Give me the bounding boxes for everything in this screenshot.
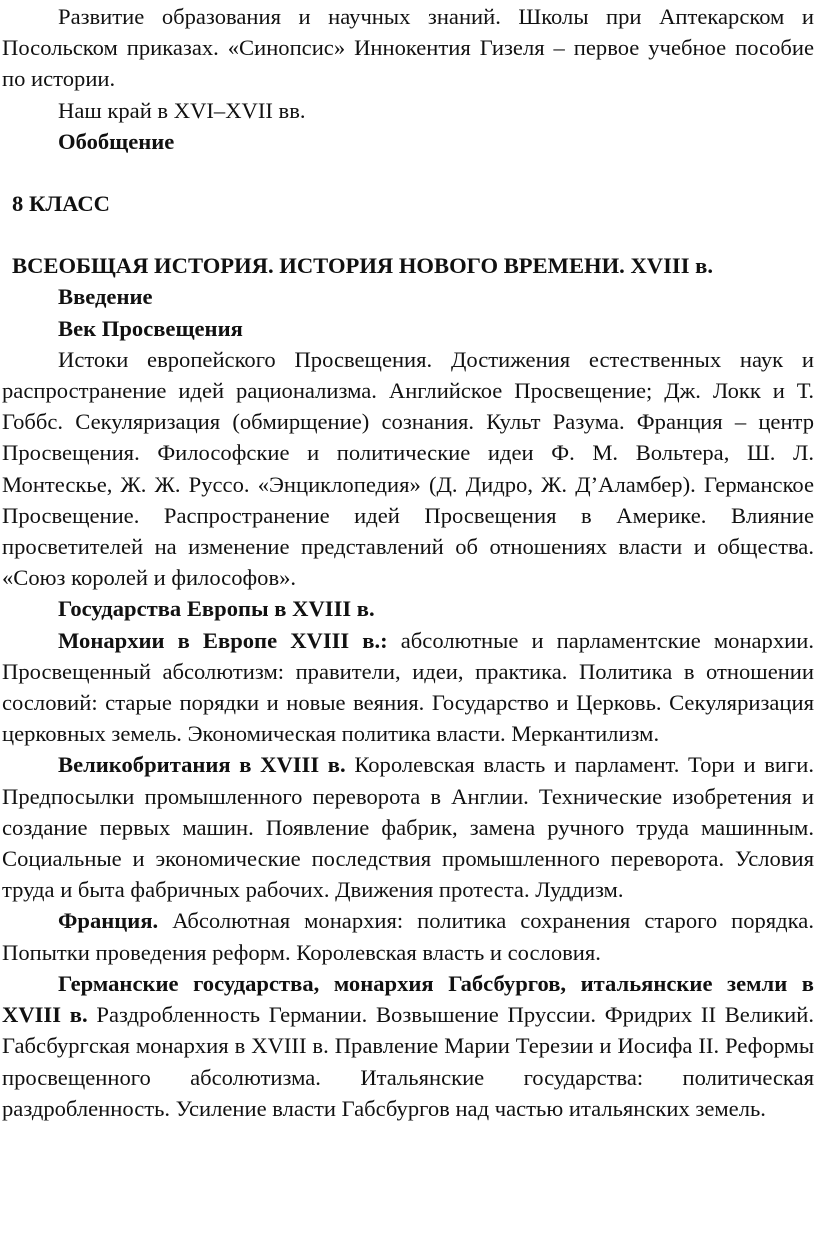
paragraph-our-region: Наш край в XVI–XVII вв. [58,97,306,123]
heading-introduction: Введение [58,284,153,310]
heading-age-of-enlightenment: Век Просвещения [58,315,243,341]
lead-great-britain: Великобритания в XVIII в. [58,752,346,778]
paragraph-german-states [2,968,814,1124]
text-great-britain: Королевская власть и парламент. Тори и виги. Предпосылки промышленного переворота в Англии. Технические изобретения и создание первых машин. Появление фабрик, замена ручного труда машинным. Социальные и экономические последствия промышленного переворота. Условия труда и быта фабричных рабочих. Движения протеста. Луддизм. [2,752,814,903]
heading-section-world-history: ВСЕОБЩАЯ ИСТОРИЯ. ИСТОРИЯ НОВОГО ВРЕМЕНИ. XVIII в. [12,253,713,279]
heading-european-states: Государства Европы в XVIII в. [58,596,375,622]
paragraph-monarchies [2,625,814,750]
text-german-states: Раздробленность Германии. Возвышение Пруссии. Фридрих II Великий. Габсбургская монархия в XVIII в. Правление Марии Терезии и Иосифа II. Реформы просвещенного абсолютизма. Итальянские государства: политическая раздробленность. Усиление власти Габсбургов над частью итальянских земель. [2,1002,815,1121]
paragraph-enlightenment: Истоки европейского Просвещения. Достижения естественных наук и распространение идей рационализма. Английское Просвещение; Дж. Локк и Т. Гоббс. Секуляризация (обмирщение) сознания. Культ Разума. Франция – центр Просвещения. Философские и политические идеи Ф. М. Вольтера, Ш. Л. Монтескье, Ж. Ж. Руссо. «Энциклопедия» (Д. Дидро, Ж. Д’Аламбер). Германское Просвещение. Распространение идей Просвещения в Америке. Влияние просветителей на изменение представлений об отношениях власти и общества. «Союз королей и философов». [2,346,814,591]
text-france: Абсолютная монархия: политика сохранения старого порядка. Попытки проведения реформ. Королевская власть и сословия. [2,908,814,965]
lead-german-states: Германские государства, монархия Габсбургов, итальянские земли в XVIII в. [2,970,814,1028]
paragraph-france [2,905,814,967]
heading-summary: Обобщение [58,128,175,154]
heading-class-8: 8 КЛАСС [12,191,110,217]
lead-monarchies: Монархии в Европе XVIII в.: [58,627,388,653]
paragraph-great-britain [2,749,814,905]
text-monarchies: абсолютные и парламентские монархии. Просвещенный абсолютизм: правители, идеи, практика. Политика в отношении сословий: старые порядки и новые веяния. Государство и Церковь. Секуляризация церковных земель. Экономическая политика власти. Меркантилизм. [2,627,814,747]
paragraph-education: Развитие образования и научных знаний. Школы при Аптекарском и Посольском приказах. «Синопсис» Иннокентия Гизеля – первое учебное пособие по истории. [2,4,814,92]
lead-france: Франция. [58,908,159,934]
